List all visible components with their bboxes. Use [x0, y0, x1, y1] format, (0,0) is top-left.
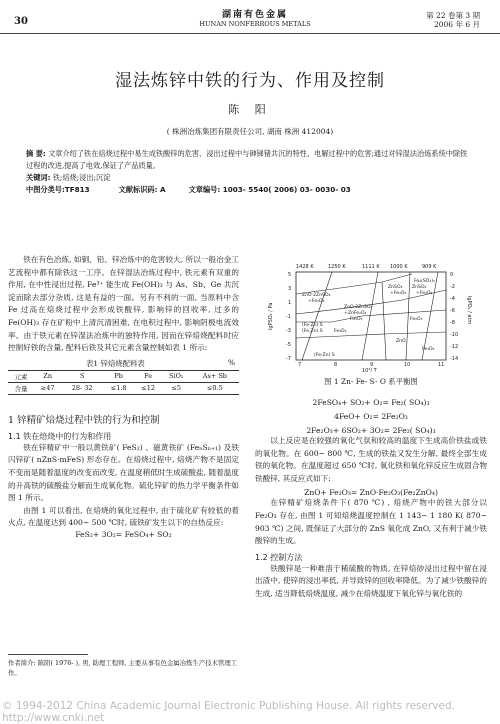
right-tick: -4 [450, 296, 455, 302]
table-header-row [8, 370, 239, 382]
subsection-heading-1-1: 1.1 铁在焙烧中的行为和作用 [8, 431, 112, 441]
region-label: +Fe₂O₃ [308, 299, 325, 304]
right-tick: -12 [450, 344, 459, 350]
article-author: 陈 阳 [228, 103, 272, 116]
journal-header [190, 11, 320, 29]
region-label: (Fe·Zn) S [302, 323, 323, 328]
bottom-tick: 9 [370, 362, 374, 368]
region-label: +Fe₂O₃ [390, 291, 407, 296]
region-label: ZnSO₄ [412, 285, 427, 290]
equilibrium-diagram [262, 260, 478, 372]
left-tick: -3 [286, 328, 291, 334]
table-cell: ≤5 [162, 382, 191, 394]
left-axis-label: lgPSO₂ / Pa [268, 302, 274, 330]
equation-5: ZnO+ Fe₂O₃= ZnO·Fe₂O₃(Fe₂ZnO₄) [304, 488, 438, 498]
table-cell: ≤1.8 [103, 382, 135, 394]
table-cell: ≥47 [34, 382, 61, 394]
batching-table [8, 370, 239, 395]
bottom-tick: 11 [438, 362, 445, 368]
left-tick: -5 [286, 342, 291, 348]
table-unit: % [227, 357, 235, 367]
left-tick: -7 [286, 356, 291, 362]
region-label: ZnSO₄ [388, 285, 403, 290]
header-rule [0, 33, 500, 34]
journal-name-cn: 湖南有色金属 [221, 10, 288, 20]
table-header-cell: Pb [103, 370, 135, 382]
region-label: (Fe·Zn) S [314, 353, 335, 358]
region-label: Fe₂O₃ [410, 317, 423, 322]
cnki-watermark: © 1994-2012 China Academic Journal Electronic Publishing House. All rights reserved. http://www.cnki.net [2, 700, 455, 724]
right-column [255, 376, 487, 601]
paragraph-1-2: 由图 1 可以看出, 在焙烧的氧化过程中, 由于硫化矿有较低的着火点, 在温度达到 400~ 500 ℃时, 硫铁矿发生以下的自热反应: [8, 505, 239, 528]
table-header-cell: 元素 [8, 370, 34, 382]
boundary-line [302, 272, 332, 360]
figure-caption: 图 1 Zn- Fe- S- O 系平衡图 [324, 377, 418, 386]
region-label: (Fe,Zn) S [302, 329, 323, 334]
region-label: +ZnFe₂O₄ [344, 311, 367, 316]
right-tick: -6 [450, 308, 455, 314]
equation-4: 2Fe₂O₃+ 6SO₂+ 3O₂= 2Fe₂( SO₄)₃ [306, 426, 436, 435]
table-title: 表1 锌焙烧配料表 [86, 358, 145, 368]
equation-1: FeS₂+ 3O₂= FeSO₄+ SO₂ [75, 529, 172, 539]
issue-date: 2006 年 6 月 [433, 20, 480, 29]
abstract [26, 148, 474, 172]
keywords-text: 铁;焙烧;浸出;沉淀 [52, 173, 111, 182]
author-footnote: 作者简介: 陈阳( 1976- ), 男, 助理工程师, 主要从事有色金属冶炼生产技术管理工作。 [8, 659, 238, 677]
equation-3: 4FeO+ O₂= 2Fe₂O₃ [334, 412, 408, 421]
paragraph-1-5: 铁酸锌是一种难溶于稀硫酸的物质, 在锌焙砂浸出过程中留在浸出渣中, 使锌的浸出率低, 并导致锌的回收率降低。为了减少铁酸锌的生成, 适当降低焙烧温度, 减少在焙烧温度下氧化锌与氧化铁的 [255, 563, 487, 598]
left-tick: 1 [288, 300, 292, 306]
left-tick: -1 [286, 314, 291, 320]
abstract-block [26, 148, 474, 196]
paragraph-1-3: 以上反应是在较强的氧化气氛和较高的温度下生成高价铁盐或铁的氧化物。在 600~ 800 ℃, 生成的铁盐又发生分解, 最终全部生成铁的氧化物。在温度超过 650 ℃时, 氧化铁和氧化锌反应生成固合物铁酸锌, 其反应式如下: [255, 436, 487, 483]
top-temp-label: 1428 K [296, 264, 314, 270]
table-header-cell: SiO₂ [162, 370, 191, 382]
region-label: Fe₃O₄ [422, 347, 435, 352]
left-tick: 5 [288, 272, 292, 278]
left-column [8, 254, 239, 539]
right-tick: 0 [450, 272, 454, 278]
bottom-axis-label: 10⁴/ T [362, 368, 377, 372]
region-label: Fe₃O₄ [334, 329, 347, 334]
author-affiliation: ( 株洲冶炼集团有限责任公司, 湖南 株洲 412004) [166, 127, 334, 136]
table-header-cell: S [61, 370, 103, 382]
paragraph-1-4: 在锌精矿焙烧条件下( 870 ℃) , 焙烧产物中的铁大部分以 Fe₂O₃ 存在, 由图 1 可知焙烧温度控制在 1 143~ 1 180 K( 870~ 903 ℃) 之间, 既保证了大部分的 ZnS 氧化成 ZnO, 又有利于减少铁酸锌的生成。 [255, 498, 487, 546]
table-header-cell: Zn [34, 370, 61, 382]
table-header-cell: Fe [134, 370, 161, 382]
bottom-tick: 8 [334, 362, 338, 368]
top-temp-label: 909 K [422, 264, 437, 270]
left-tick: 3 [288, 286, 292, 292]
volume-issue: 第 22 卷第 3 期 [426, 11, 480, 20]
abstract-label: 摘 要: [26, 149, 46, 158]
right-tick: -8 [450, 320, 455, 326]
region-label: ZnO·2ZnSO₄ [344, 305, 373, 310]
bottom-tick: 7 [298, 362, 302, 368]
right-tick: -14 [450, 356, 459, 362]
keywords [26, 172, 474, 184]
region-label: +Fe₂O₃ [416, 291, 433, 296]
top-temp-label: 1250 K [328, 264, 346, 270]
region-label: Fe₂O₃ [350, 317, 363, 322]
table-row [8, 382, 239, 394]
top-temp-label: 1111 K [362, 264, 380, 270]
bottom-tick: 10 [404, 362, 411, 368]
right-tick: -2 [450, 284, 455, 290]
equation-2: 2FeSO₄+ SO₂+ O₂= Fe₂( SO₄)₃ [312, 398, 430, 407]
right-tick: -10 [450, 332, 459, 338]
region-label: ZnO·2ZnSO₄ [302, 293, 331, 298]
top-temp-label: 1000 K [390, 264, 408, 270]
article-number: 文章编号: 1003- 5540( 2006) 03- 0030- 03 [188, 185, 351, 194]
intro-paragraph: 铁在有色冶炼, 如铜、铅、锌冶炼中的危害较大, 所以一般冶金工艺流程中都有除铁这一工序。在锌湿法冶炼过程中, 铁元素有双重的作用, 在中性浸出过程, Fe³⁺ 能生成 Fe(OH)₃ 与 As、Sb、Ge 共沉淀而除去部分杂质, 这是有益的一面。另有不利的一面, 当原料中含 Fe 过高在焙烧过程中会形成铁酸锌, 影响锌的回收率, 过多的 Fe(OH)₃ 存在矿粉中上清沉清困难, 在电积过程中, 影响阴极电流效率。由于铁元素在锌湿法冶炼中的独特作用, 因而在锌焙烧配料时应控制好铁的含量, 配料后铁及其它元素含量控制如表 1 所示: [8, 255, 239, 353]
boundary-line [382, 282, 386, 360]
table-caption [8, 358, 239, 370]
table-cell: ≤12 [134, 382, 161, 394]
table-header-cell: As+ Sb [191, 370, 239, 382]
right-axis-label: lgPO₂ / atm [466, 296, 472, 325]
classification-line [26, 184, 474, 196]
table-cell: 28- 32 [61, 382, 103, 394]
region-label: ZnO [396, 339, 406, 344]
boundary-line [406, 272, 410, 360]
keywords-label: 关键词: [26, 173, 51, 182]
issue-info [405, 11, 480, 29]
subsection-heading-1-2: 1.2 控制方法 [255, 552, 303, 562]
table-cell: 含量 [8, 382, 34, 394]
region-label: Fe₂(SO₄)₃ [414, 279, 435, 284]
classification-number: 中图分类号:TF813 [26, 185, 90, 194]
abstract-text: 文章介绍了铁在焙烧过程中易生成铁酸锌的危害、浸出过程中与砷锑锗共沉的特性、电解过程中的危害;通过对锌湿法冶炼系统中除铁过程的改进,提高了电效,保证了产品质量。 [26, 149, 468, 170]
page-number: 30 [14, 16, 28, 27]
document-code: 文献标识码: A [118, 185, 166, 194]
section-heading-1: 1 锌精矿焙烧过程中铁的行为和控制 [8, 414, 160, 426]
table-cell: ≤0.5 [191, 382, 239, 394]
article-title: 湿法炼锌中铁的行为、作用及控制 [115, 71, 385, 91]
footnote-rule [8, 654, 88, 655]
paragraph-1-1: 铁在锌精矿中一般以黄铁矿( FeS₂) 、磁黄铁矿 (FeₙSₙ₊₁) 及铁闪锌矿( nZnS·mFeS) 形态存在。在焙烧过程中, 焙烧产物不是固定不变而是随着温度的改变而改变, 在温度稍低时生成硫酸盐, 随着温度的升高铁的硫酸盐分解而生成氧化物。硫化锌矿的热力学平衡条件如图 1 所示。 [8, 442, 239, 503]
journal-name-en: HUNAN NONFERROUS METALS [199, 20, 311, 28]
